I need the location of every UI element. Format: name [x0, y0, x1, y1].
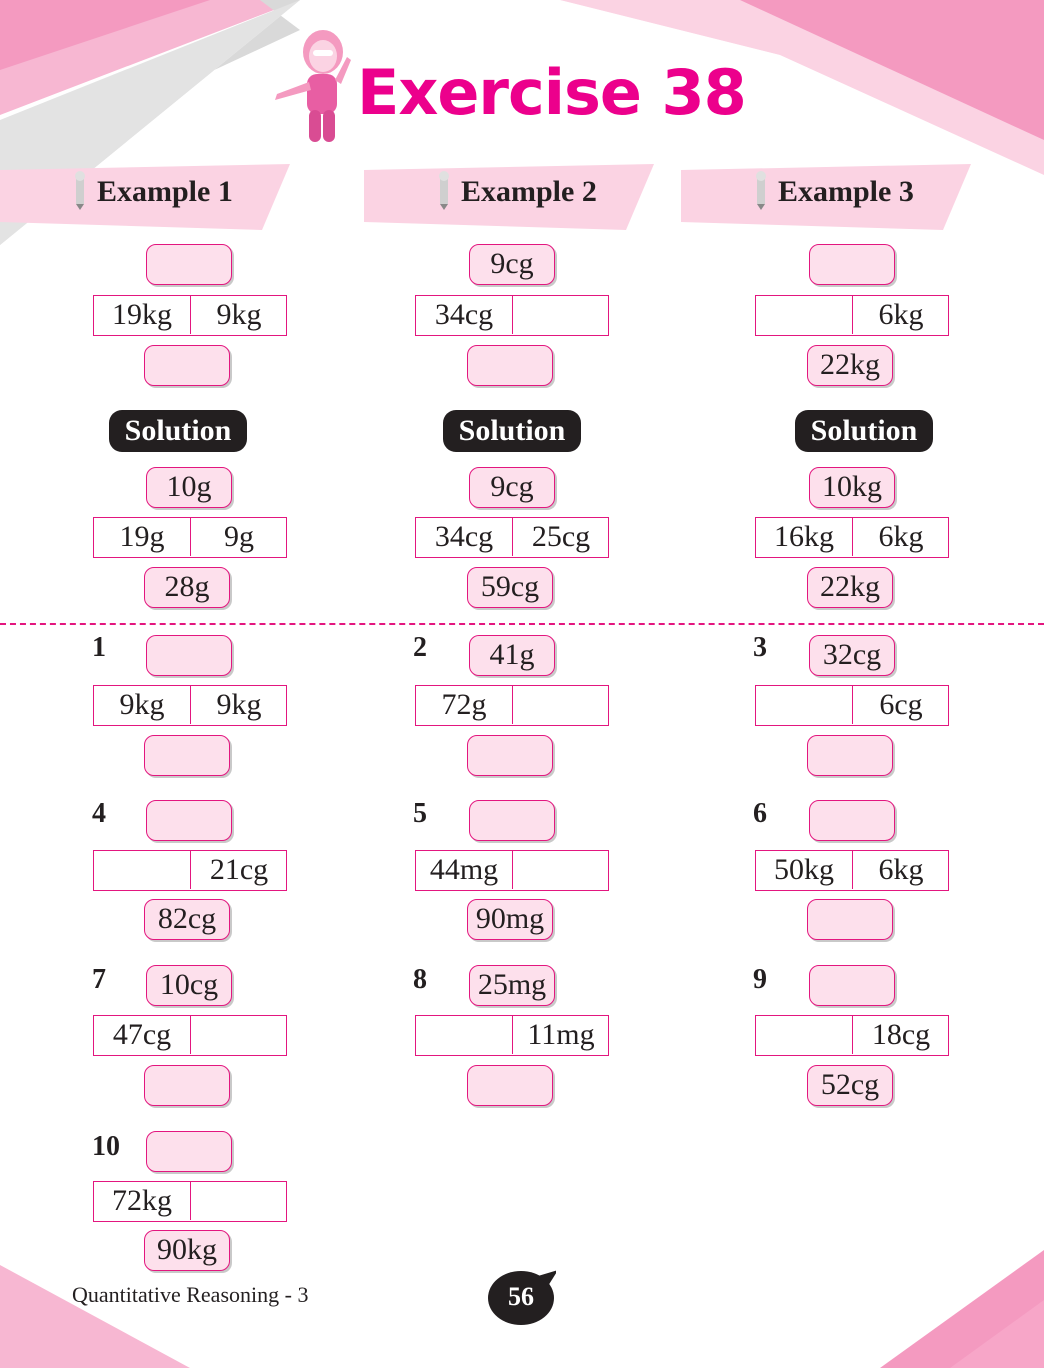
question-7-bar: [93, 1015, 287, 1056]
question-1-number: 1: [92, 632, 106, 663]
example-3-solution-badge: Solution: [795, 410, 933, 452]
question-9-left-part[interactable]: [756, 1016, 853, 1054]
question-6-top-box[interactable]: [809, 800, 895, 841]
example-2-solution-right: 25cg: [531, 520, 591, 553]
question-5-number: 5: [413, 798, 427, 829]
pencil-mascot-icon: [432, 170, 456, 210]
question-5-bar: [415, 850, 609, 891]
question-9-top-box[interactable]: [809, 965, 895, 1006]
example-3-bar: [755, 295, 949, 336]
question-6-bottom-box[interactable]: [807, 899, 893, 940]
book-title: Quantitative Reasoning - 3: [72, 1282, 309, 1307]
question-5-bottom-box[interactable]: 90mg: [467, 899, 553, 940]
question-8-bar: [415, 1015, 609, 1056]
example-2-label: Example 2: [461, 175, 597, 208]
question-8-number: 8: [413, 964, 427, 995]
example-1-solution-badge: Solution: [109, 410, 247, 452]
example-3-label: Example 3: [778, 175, 914, 208]
question-10-right-part[interactable]: [191, 1182, 287, 1220]
example-1-solution-right: 9g: [224, 520, 254, 553]
question-6-left-part[interactable]: 50kg: [756, 851, 853, 889]
question-9-bar: [755, 1015, 949, 1056]
question-4-top-box[interactable]: [146, 800, 232, 841]
question-2-left-part[interactable]: 72g: [416, 686, 513, 724]
page-title: Exercise 38: [357, 56, 746, 129]
question-4-bar: [93, 850, 287, 891]
example-3-bottom-box[interactable]: 22kg: [807, 345, 893, 386]
example-2-solution-bottom: 59cg: [467, 567, 553, 608]
question-9-right-part[interactable]: 18cg: [871, 1018, 931, 1051]
pencil-mascot-icon: [749, 170, 773, 210]
question-4-left-part[interactable]: [94, 851, 191, 889]
question-1-bottom-box[interactable]: [144, 735, 230, 776]
question-7-right-part[interactable]: [191, 1016, 287, 1054]
question-7-bottom-box[interactable]: [144, 1065, 230, 1106]
question-8-left-part[interactable]: [416, 1016, 513, 1054]
question-5-left-part[interactable]: 44mg: [416, 851, 513, 889]
example-3-banner: [681, 164, 973, 214]
example-3-solution-left: 16kg: [756, 518, 853, 556]
question-9-number: 9: [753, 964, 767, 995]
question-6-number: 6: [753, 798, 767, 829]
example-1-left-part[interactable]: 19kg: [94, 296, 191, 334]
question-3-left-part[interactable]: [756, 686, 853, 724]
question-8-bottom-box[interactable]: [467, 1065, 553, 1106]
example-1-solution-top: 10g: [146, 467, 232, 508]
example-3-right-part[interactable]: 6kg: [878, 298, 924, 331]
question-2-bar: [415, 685, 609, 726]
example-2-left-part[interactable]: 34cg: [416, 296, 513, 334]
example-1-solution-bar: [93, 517, 287, 558]
question-4-right-part[interactable]: 21cg: [209, 853, 269, 886]
question-1-right-part[interactable]: 9kg: [216, 688, 262, 721]
question-1-left-part[interactable]: 9kg: [94, 686, 191, 724]
question-1-bar: [93, 685, 287, 726]
question-3-bottom-box[interactable]: [807, 735, 893, 776]
example-2-top-box[interactable]: 9cg: [469, 244, 555, 285]
question-5-top-box[interactable]: [469, 800, 555, 841]
example-2-bar: [415, 295, 609, 336]
question-3-right-part[interactable]: 6cg: [879, 688, 923, 721]
question-6-bar: [755, 850, 949, 891]
example-1-bottom-box[interactable]: [144, 345, 230, 386]
question-3-bar: [755, 685, 949, 726]
question-7-number: 7: [92, 964, 106, 995]
example-3-solution-bottom: 22kg: [807, 567, 893, 608]
example-1-solution-left: 19g: [94, 518, 191, 556]
question-7-top-box[interactable]: 10cg: [146, 965, 232, 1006]
question-2-right-part[interactable]: [513, 686, 609, 724]
example-1-solution-bottom: 28g: [144, 567, 230, 608]
example-1-banner: [0, 164, 292, 214]
example-3-top-box[interactable]: [809, 244, 895, 285]
question-5-right-part[interactable]: [513, 851, 609, 889]
question-2-number: 2: [413, 632, 427, 663]
example-1-bar: [93, 295, 287, 336]
example-3-left-part[interactable]: [756, 296, 853, 334]
page-number-badge: [486, 1268, 556, 1326]
question-7-left-part[interactable]: 47cg: [94, 1016, 191, 1054]
example-2-bottom-box[interactable]: [467, 345, 553, 386]
example-1-top-box[interactable]: [146, 244, 232, 285]
example-2-right-part[interactable]: [513, 296, 609, 334]
question-8-top-box[interactable]: 25mg: [469, 965, 555, 1006]
question-10-number: 10: [92, 1131, 120, 1162]
question-10-bottom-box[interactable]: 90kg: [144, 1230, 230, 1271]
example-1-label: Example 1: [97, 175, 233, 208]
question-6-right-part[interactable]: 6kg: [878, 853, 924, 886]
example-3-solution-right: 6kg: [878, 520, 924, 553]
example-3-solution-top: 10kg: [809, 467, 895, 508]
page-number: 56: [508, 1282, 534, 1311]
example-2-solution-bar: [415, 517, 609, 558]
question-8-right-part[interactable]: 11mg: [527, 1018, 595, 1051]
question-9-bottom-box[interactable]: 52cg: [807, 1065, 893, 1106]
question-2-top-box[interactable]: 41g: [469, 635, 555, 676]
title-area: [265, 22, 746, 152]
example-3-solution-bar: [755, 517, 949, 558]
question-3-top-box[interactable]: 32cg: [809, 635, 895, 676]
example-2-solution-top: 9cg: [469, 467, 555, 508]
question-4-number: 4: [92, 798, 106, 829]
example-2-solution-badge: Solution: [443, 410, 581, 452]
pencil-mascot-icon: [68, 170, 92, 210]
section-divider: [0, 623, 1044, 625]
question-10-bar: [93, 1181, 287, 1222]
example-2-banner: [364, 164, 656, 214]
question-4-bottom-box[interactable]: 82cg: [144, 899, 230, 940]
question-3-number: 3: [753, 632, 767, 663]
mascot-girl-icon: [265, 22, 355, 152]
question-2-bottom-box[interactable]: [467, 735, 553, 776]
question-10-left-part[interactable]: 72kg: [94, 1182, 191, 1220]
example-1-right-part[interactable]: 9kg: [216, 298, 262, 331]
question-1-top-box[interactable]: [146, 635, 232, 676]
example-2-solution-left: 34cg: [416, 518, 513, 556]
question-10-top-box[interactable]: [146, 1131, 232, 1172]
